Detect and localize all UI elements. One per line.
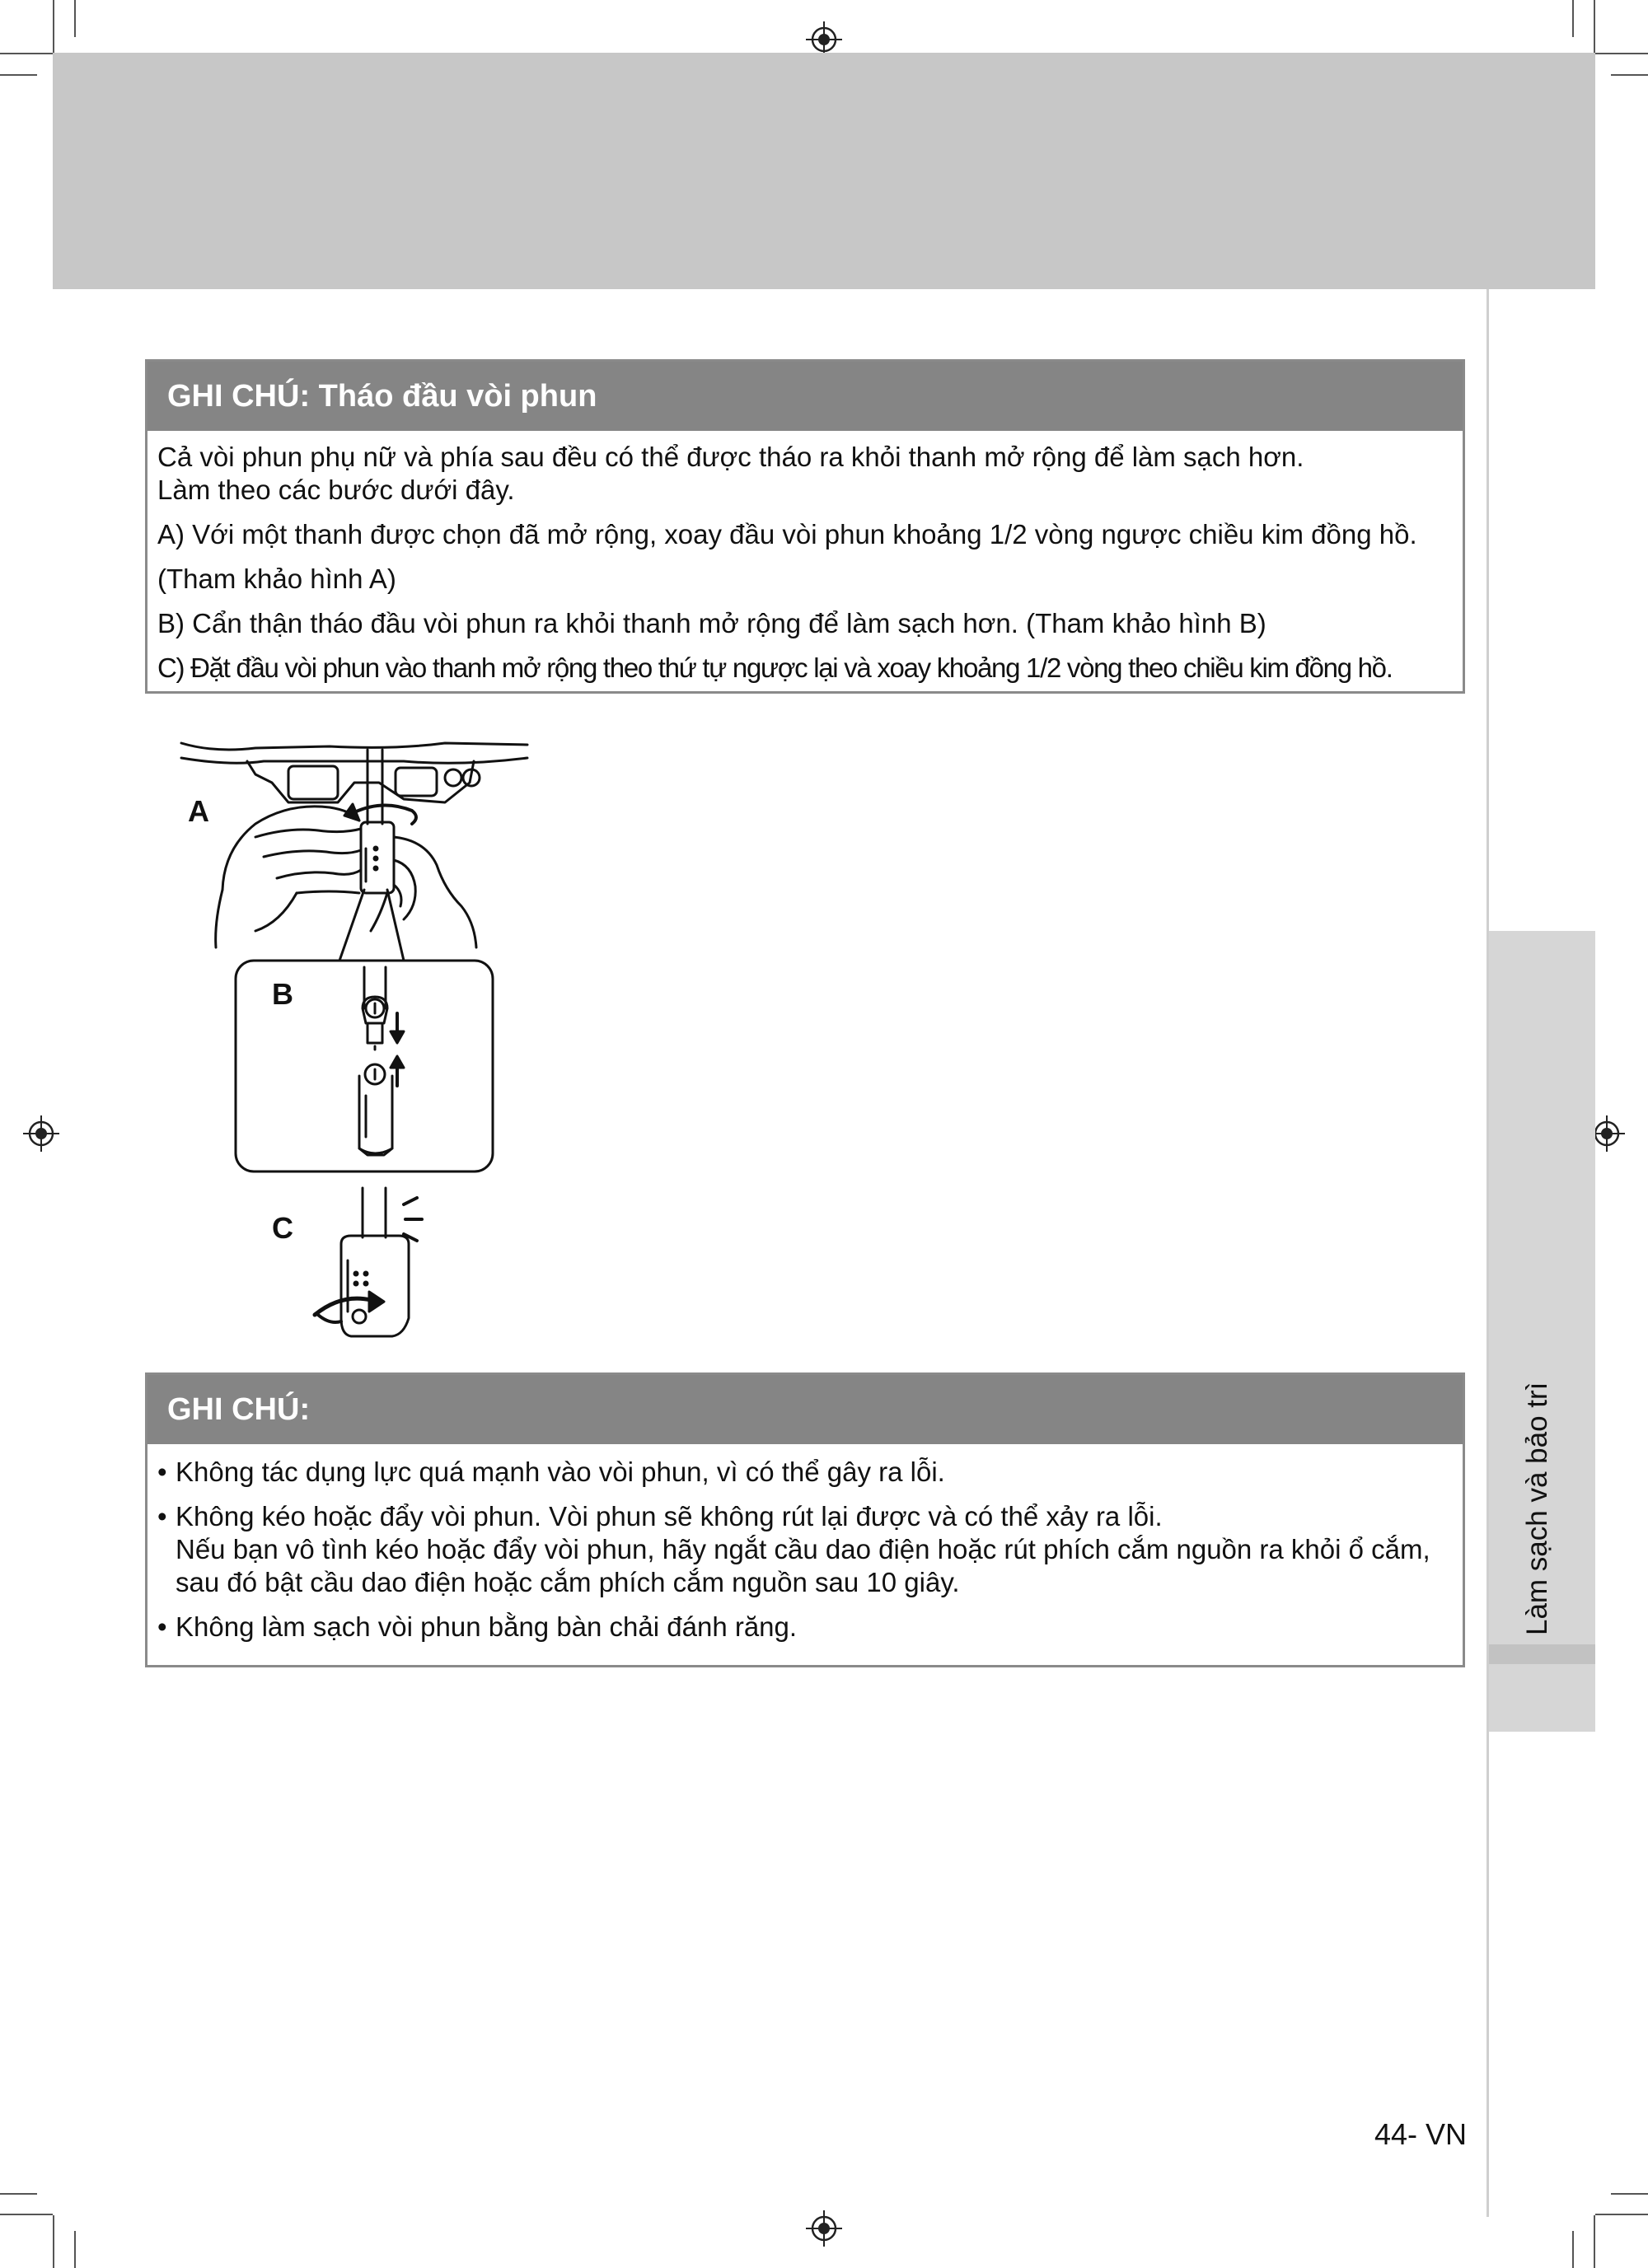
note-bullet-line: sau đó bật cầu dao điện hoặc cắm phích cắm nguồn sau 10 giây. (176, 1567, 960, 1597)
crop-mark (74, 0, 76, 37)
crop-mark (1611, 2193, 1648, 2195)
note-line: Cả vòi phun phụ nữ và phía sau đều có thể được tháo ra khỏi thanh mở rộng để làm sạch hơn. (157, 442, 1304, 472)
side-tab-label: Làm sạch và bảo trì (1521, 1382, 1553, 1635)
note-warnings (145, 1372, 1465, 1667)
note-bullet-line: Nếu bạn vô tình kéo hoặc đẩy vòi phun, hãy ngắt cầu dao điện hoặc rút phích cắm nguồn ra khỏi ổ cắm, (176, 1534, 1430, 1564)
header-band (53, 53, 1595, 289)
crop-mark (0, 74, 37, 76)
step-a: A) Với một thanh được chọn đã mở rộng, xoay đầu vòi phun khoảng 1/2 vòng ngược chiều kim đồng hồ. (157, 519, 1417, 549)
note-title: GHI CHÚ: (147, 1375, 1463, 1444)
crop-mark (1611, 74, 1648, 76)
note-removing-nozzle (145, 359, 1465, 694)
note-title: GHI CHÚ: Tháo đầu vòi phun (147, 362, 1463, 431)
note-body (147, 431, 1463, 685)
note-bullet: • Không tác dụng lực quá mạnh vào vòi phun, vì có thể gây ra lỗi. (157, 1456, 1453, 1489)
crop-mark (1572, 2231, 1574, 2268)
note-intro (157, 441, 1453, 507)
crop-mark (1594, 0, 1595, 53)
crop-mark (1594, 2215, 1595, 2268)
step-b: B) Cẩn thận tháo đầu vòi phun ra khỏi thanh mở rộng để làm sạch hơn. (Tham khảo hình B) (157, 608, 1266, 638)
crop-mark (0, 2193, 37, 2195)
crop-mark (53, 0, 54, 53)
crop-mark (1595, 2214, 1648, 2215)
registration-mark-icon (23, 1115, 59, 1152)
crop-mark (0, 2214, 53, 2215)
crop-mark (1595, 53, 1648, 54)
crop-mark (1572, 0, 1574, 37)
crop-mark (53, 2215, 54, 2268)
note-line: Làm theo các bước dưới đây. (157, 475, 515, 505)
registration-mark-icon (806, 2210, 842, 2247)
figure-label-c: C (272, 1211, 293, 1245)
side-tab-stripe (1489, 1644, 1595, 1664)
page-number: 44- VN (1374, 2117, 1467, 2151)
step-a-ref: (Tham khảo hình A) (157, 563, 396, 594)
note-body (147, 1444, 1463, 1644)
note-bullet (157, 1500, 1453, 1599)
nozzle-removal-illustration (165, 725, 544, 1368)
note-bullet: • Không làm sạch vòi phun bằng bàn chải đánh răng. (157, 1611, 1453, 1644)
crop-mark (74, 2231, 76, 2268)
figure-label-b: B (272, 977, 293, 1011)
figure-label-a: A (188, 794, 209, 828)
crop-mark (0, 53, 53, 54)
step-c: C) Đặt đầu vòi phun vào thanh mở rộng theo thứ tự ngược lại và xoay khoảng 1/2 vòng theo chiều kim đồng hồ. (157, 652, 1393, 683)
note-bullet-line: Không kéo hoặc đẩy vòi phun. Vòi phun sẽ không rút lại được và có thể xảy ra lỗi. (176, 1501, 1163, 1531)
nozzle-illustration-drawing (165, 725, 544, 1368)
